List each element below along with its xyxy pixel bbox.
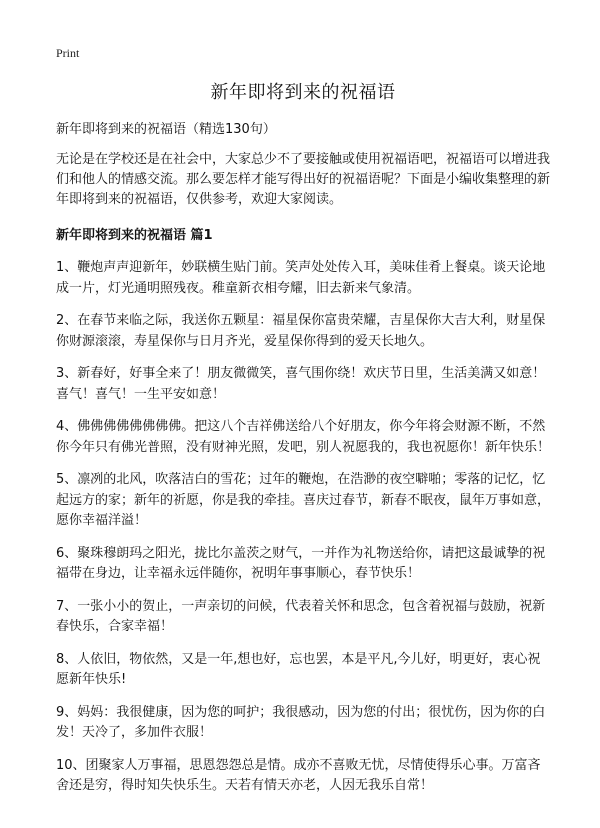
list-item: 5、凛冽的北风，吹落洁白的雪花；过年的鞭炮，在浩渺的夜空噼啪；零落的记忆，忆起远方的家；新年的祈愿，你是我的牵挂。喜庆过春节，新春不眠夜，鼠年万事如意，愿你幸福洋溢！	[56, 472, 551, 528]
list-item: 8、人依旧，物依然，又是一年,想也好，忘也罢，本是平凡,今儿好，明更好，衷心祝愿新年快乐!	[56, 651, 541, 687]
list-item: 4、佛佛佛佛佛佛佛佛。把这八个吉祥佛送给八个好朋友，你今年将会财源不断，不然你今年只有佛光普照，没有财神光照，发吧，别人祝愿我的，我也祝愿你！新年快乐！	[56, 419, 551, 455]
list-item: 7、一张小小的贺止，一声亲切的问候，代表着关怀和思念，包含着祝福与鼓励，祝新春快乐，合家幸福！	[56, 598, 546, 634]
document-subtitle: 新年即将到来的祝福语（精选130句）	[56, 122, 276, 137]
list-item: 10、团聚家人万事福，思恩怨怨总是情。成亦不喜败无忧，尽情使得乐心事。万富吝舍还是穷，得时知失快乐生。天若有情天亦老，人因无我乐自常！	[56, 757, 541, 793]
intro-paragraph: 无论是在学校还是在社会中，大家总少不了要接触或使用祝福语吧，祝福语可以增进我们和他人的情感交流。那么要怎样才能写得出好的祝福语呢？下面是小编收集整理的新年即将到来的祝福语，仅供参考，欢迎大家阅读。	[56, 152, 551, 207]
list-item: 1、鞭炮声声迎新年，妙联横生贴门前。笑声处处传入耳，美味佳肴上餐桌。谈天论地成一片，灯光通明照残夜。稚童新衣相夸耀，旧去新来气象清。	[56, 260, 546, 296]
list-item: 6、聚珠穆朗玛之阳光，拢比尔盖茨之财气，一并作为礼物送给你，请把这最诚挚的祝福带在身边，让幸福永远伴随你，祝明年事事顺心，春节快乐！	[56, 545, 546, 581]
document-body	[56, 80, 550, 797]
page-title: 新年即将到来的祝福语	[210, 82, 396, 103]
list-item: 3、新春好，好事全来了！朋友微微笑，喜气围你绕！欢庆节日里，生活美满又如意！喜气！喜气！一生平安如意！	[56, 366, 546, 402]
section-heading: 新年即将到来的祝福语 篇1	[56, 228, 213, 243]
print-link[interactable]: Print	[56, 46, 80, 60]
list-item: 2、在春节来临之际，我送你五颗星：福星保你富贵荣耀，吉星保你大吉大利，财星保你财源滚滚，寿星保你与日月齐光，爱星保你得到的爱天长地久。	[56, 313, 546, 349]
list-item: 9、妈妈：我很健康，因为您的呵护；我很感动，因为您的付出；很忧伤，因为你的白发！天冷了，多加件衣服！	[56, 704, 546, 740]
